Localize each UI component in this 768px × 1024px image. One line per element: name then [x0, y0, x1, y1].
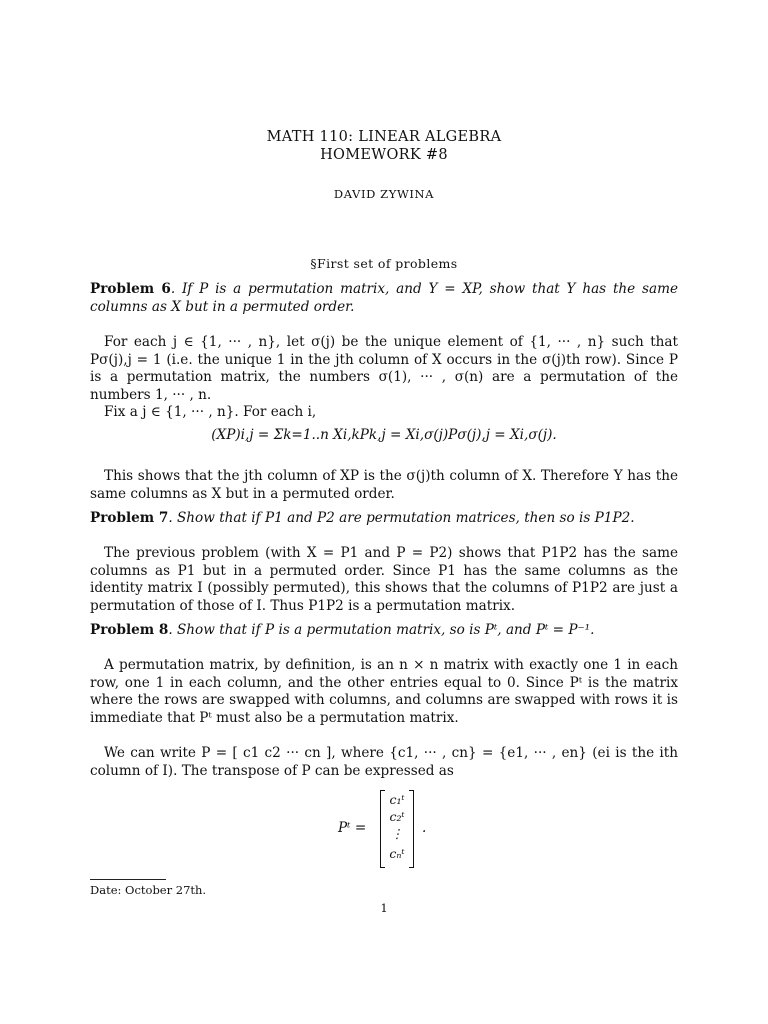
problem-8-para-2: We can write P = [ c1 c2 ··· cn ], where {c1, ··· , cn} = {e1, ··· , en} (ei is the ith column of I). The transpose of P can be expressed as [90, 745, 678, 779]
matrix-period: . [422, 820, 427, 836]
problem-6 [90, 281, 678, 316]
problem-7-para-1: The previous problem (with X = P1 and P = P2) shows that P1P2 has the same columns as P1 but in a permuted order. Since P1 has the same columns as the identity matrix I (possibly permuted), this shows that the columns of P1P2 are just a permutation of those of I. Thus P1P2 is a permutation matrix. [90, 545, 678, 614]
transpose-matrix [380, 790, 414, 868]
problem-8 [90, 622, 678, 640]
page-number: 1 [380, 901, 388, 915]
problem-8-para-1: A permutation matrix, by definition, is an n × n matrix with exactly one 1 in each row, one 1 in each column, and the other entries equal to 0. Since Pᵗ is the matrix where the rows are swapped with columns, and columns are swapped with rows it is immediate that Pᵗ must also be a permutation matrix. [90, 657, 678, 726]
title-line-2: HOMEWORK #8 [320, 147, 448, 163]
section-heading: §First set of problems [310, 256, 458, 271]
footnote-rule [90, 879, 166, 880]
problem-8-statement: . Show that if P is a permutation matrix, so is Pᵗ, and Pᵗ = P⁻¹. [168, 622, 595, 638]
problem-6-statement: . If P is a permutation matrix, and Y = XP, show that Y has the same columns as X but in a permuted order. [90, 281, 679, 315]
problem-7-statement: . Show that if P1 and P2 are permutation matrices, then so is P1P2. [168, 510, 635, 526]
problem-6-equation: (XP)i,j = Σk=1..n Xi,kPk,j = Xi,σ(j)Pσ(j),j = Xi,σ(j). [211, 427, 557, 443]
matrix-lhs: Pᵗ = [338, 820, 367, 836]
problem-6-para-1: For each j ∈ {1, ··· , n}, let σ(j) be the unique element of {1, ··· , n} such that Pσ(j),j = 1 (i.e. the unique 1 in the jth column of X occurs in the σ(j)th row). Since P is a permutation matrix, the numbers σ(1), ··· , σ(n) are a permutation of the numbers 1, ··· , n. [90, 334, 678, 403]
problem-6-label: Problem 6 [90, 281, 171, 297]
problem-6-para-2: Fix a j ∈ {1, ··· , n}. For each i, [104, 404, 317, 420]
problem-8-solution-2 [90, 745, 678, 780]
matrix-row-2: c₂ᵗ [389, 809, 405, 824]
problem-6-para-3: This shows that the jth column of XP is the σ(j)th column of X. Therefore Y has the same columns as X but in a permuted order. [90, 468, 678, 502]
matrix-row-1: c₁ᵗ [389, 792, 405, 807]
problem-7-solution [90, 545, 678, 615]
footnote-date: Date: October 27th. [90, 883, 207, 897]
problem-6-conclusion [90, 468, 678, 503]
matrix-row-4: cₙᵗ [389, 846, 405, 861]
problem-7 [90, 510, 678, 528]
problem-8-label: Problem 8 [90, 622, 169, 638]
title-line-1: MATH 110: LINEAR ALGEBRA [266, 129, 502, 145]
problem-8-solution [90, 657, 678, 727]
matrix-row-3: ⋮ [390, 826, 404, 841]
problem-6-solution [90, 334, 678, 422]
problem-7-label: Problem 7 [90, 510, 169, 526]
author: DAVID ZYWINA [333, 187, 435, 201]
